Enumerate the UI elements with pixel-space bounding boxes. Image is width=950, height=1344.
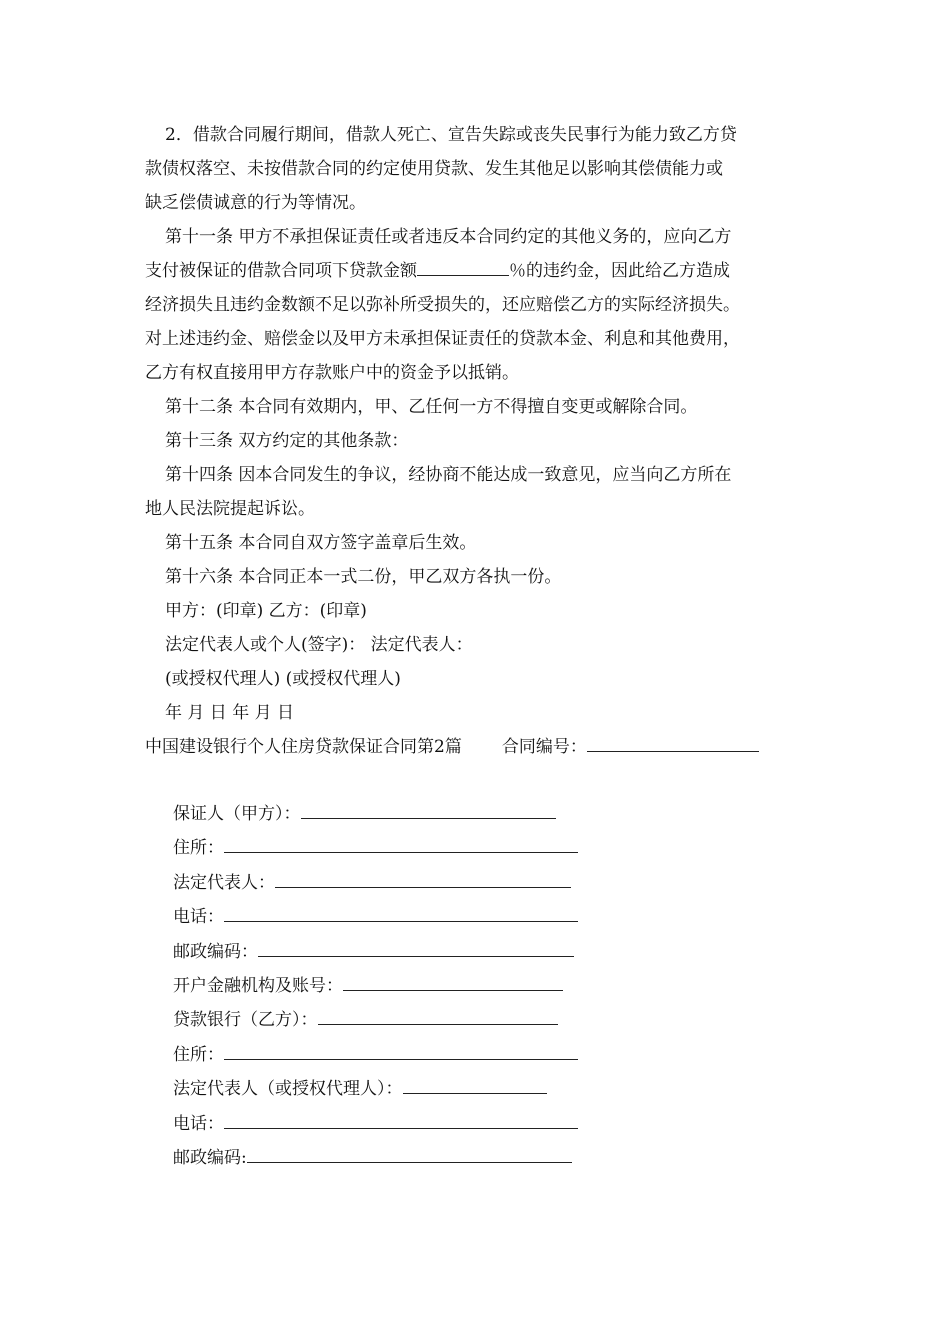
contract-number-label: 合同编号：	[501, 737, 587, 757]
clause-art14-line1: 第十四条 因本合同发生的争议，经协商不能达成一致意见，应当向乙方所在	[165, 465, 732, 485]
clause-art12: 第十二条 本合同有效期内，甲、乙任何一方不得擅自变更或解除合同。	[165, 397, 698, 417]
field-guarantor	[173, 797, 593, 831]
signature-dates: 年 月 日 年 月 日	[165, 703, 295, 723]
field-label: 开户金融机构及账号：	[173, 975, 343, 996]
field-label: 电话：	[173, 1113, 224, 1134]
clause-art11-line2-b: ％的违约金，因此给乙方造成	[509, 261, 730, 281]
field-label: 住所：	[173, 838, 224, 859]
field-lender-postcode	[173, 1141, 593, 1175]
field-guarantor-address	[173, 831, 593, 865]
field-lender-address	[173, 1038, 593, 1072]
signature-agents: (或授权代理人) (或授权代理人)	[165, 669, 401, 689]
second-contract-header	[145, 730, 810, 764]
field-guarantor-representative	[173, 866, 593, 900]
clause-art16: 第十六条 本合同正本一式二份，甲乙双方各执一份。	[165, 567, 562, 587]
field-label: 电话：	[173, 907, 224, 928]
guarantor-address-blank[interactable]	[224, 834, 578, 853]
clause-art15: 第十五条 本合同自双方签字盖章后生效。	[165, 533, 477, 553]
clause-art11-line2	[145, 254, 810, 288]
clause-art11-line1: 第十一条 甲方不承担保证责任或者违反本合同约定的其他义务的，应向乙方	[165, 227, 732, 247]
field-label: 法定代表人（或授权代理人）：	[173, 1079, 403, 1100]
guarantor-phone-blank[interactable]	[224, 903, 578, 922]
signature-parties: 甲方：(印章) 乙方：(印章)	[165, 601, 367, 621]
clause-item2-line2: 款债权落空、未按借款合同的约定使用贷款、发生其他足以影响其偿债能力或	[145, 159, 723, 179]
signature-representatives: 法定代表人或个人(签字)： 法定代表人：	[165, 635, 473, 655]
lender-phone-blank[interactable]	[224, 1110, 578, 1129]
clause-art11-line3: 经济损失且违约金数额不足以弥补所受损失的，还应赔偿乙方的实际经济损失。	[145, 295, 740, 315]
field-guarantor-postcode	[173, 935, 593, 969]
guarantor-bank-account-blank[interactable]	[343, 972, 563, 991]
field-label: 保证人（甲方）：	[173, 804, 301, 824]
field-lender-phone	[173, 1107, 593, 1141]
clause-art11-line5: 乙方有权直接用甲方存款账户中的资金予以抵销。	[145, 363, 519, 383]
field-guarantor-phone	[173, 900, 593, 934]
field-label: 贷款银行（乙方）：	[173, 1010, 318, 1031]
field-label: 法定代表人：	[173, 872, 275, 893]
clause-art14-line2: 地人民法院提起诉讼。	[145, 499, 315, 519]
clause-art11-line2-a: 支付被保证的借款合同项下贷款金额	[145, 261, 417, 281]
clause-art13: 第十三条 双方约定的其他条款：	[165, 431, 409, 451]
field-lender-bank	[173, 1003, 593, 1037]
guarantor-representative-blank[interactable]	[275, 869, 571, 888]
lender-postcode-blank[interactable]	[247, 1144, 572, 1163]
penalty-rate-blank[interactable]	[417, 261, 509, 276]
field-label: 住所：	[173, 1044, 224, 1065]
guarantor-blank[interactable]	[301, 800, 556, 819]
lender-representative-blank[interactable]	[403, 1075, 547, 1094]
field-guarantor-bank-account	[173, 969, 593, 1003]
field-label: 邮政编码：	[173, 941, 258, 962]
clause-item2-line3: 缺乏偿债诚意的行为等情况。	[145, 193, 366, 213]
party-info-form	[173, 797, 593, 1175]
field-lender-representative	[173, 1072, 593, 1106]
contract-clauses	[145, 118, 810, 764]
field-label: 邮政编码:	[173, 1147, 247, 1168]
clause-art11-line4: 对上述违约金、赔偿金以及甲方未承担保证责任的贷款本金、利息和其他费用，	[145, 329, 740, 349]
second-contract-title: 中国建设银行个人住房贷款保证合同第2篇	[145, 737, 462, 757]
lender-address-blank[interactable]	[224, 1041, 578, 1060]
clause-item2-line1: 2．借款合同履行期间，借款人死亡、宣告失踪或丧失民事行为能力致乙方贷	[165, 125, 737, 145]
guarantor-postcode-blank[interactable]	[258, 938, 574, 957]
contract-number-blank[interactable]	[587, 737, 759, 752]
lender-bank-blank[interactable]	[318, 1006, 558, 1025]
